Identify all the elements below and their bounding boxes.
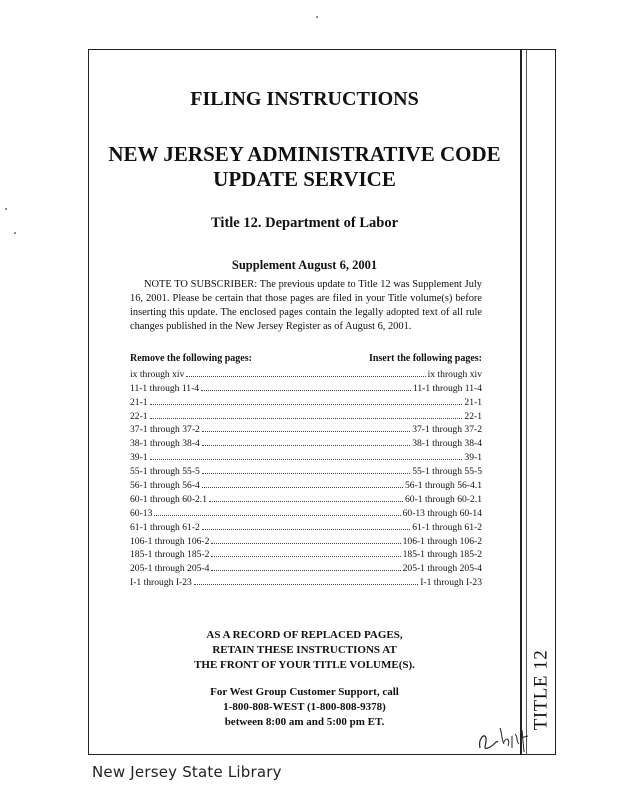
insert-header: Insert the following pages: <box>368 353 482 364</box>
remove-pages-cell: I-1 through I-23 <box>130 577 192 589</box>
table-row <box>130 366 482 380</box>
remove-pages-cell: 11-1 through 11-4 <box>130 382 200 394</box>
insert-pages-cell: 185-1 through 185-2 <box>402 549 482 561</box>
code-title-line1: NEW JERSEY ADMINISTRATIVE CODE <box>108 142 501 166</box>
filing-instructions-title: FILING INSTRUCTIONS <box>190 88 419 110</box>
leader-dots <box>201 381 411 391</box>
leader-dots <box>211 534 400 544</box>
leader-dots <box>202 520 410 530</box>
title-tab-label: TITLE 12 <box>530 649 552 731</box>
insert-pages-cell: 55-1 through 55-5 <box>412 466 482 478</box>
table-row <box>130 408 482 422</box>
leader-dots <box>202 422 410 432</box>
remove-pages-cell: 37-1 through 37-2 <box>130 424 200 436</box>
table-row <box>130 491 482 505</box>
insert-pages-cell: 205-1 through 205-4 <box>402 563 482 575</box>
leader-dots <box>154 506 400 516</box>
leader-dots <box>209 492 403 502</box>
insert-pages-cell: 37-1 through 37-2 <box>412 424 482 436</box>
pages-table <box>130 353 482 588</box>
remove-pages-cell: 22-1 <box>130 410 148 422</box>
table-row <box>130 394 482 408</box>
table-row <box>130 505 482 519</box>
retain-line3: THE FRONT OF YOUR TITLE VOLUME(S). <box>194 659 415 671</box>
leader-dots <box>186 367 425 377</box>
insert-pages-cell: 21-1 <box>464 396 482 408</box>
scan-speck <box>316 16 318 18</box>
retain-notice <box>88 628 521 673</box>
leader-dots <box>150 409 463 419</box>
table-row <box>130 380 482 394</box>
remove-pages-cell: 38-1 through 38-4 <box>130 438 200 450</box>
insert-pages-cell: 38-1 through 38-4 <box>412 438 482 450</box>
code-title-line2: UPDATE SERVICE <box>213 167 396 191</box>
remove-pages-cell: 55-1 through 55-5 <box>130 466 200 478</box>
remove-pages-cell: 185-1 through 185-2 <box>130 549 210 561</box>
leader-dots <box>194 575 418 585</box>
handwritten-initials <box>474 718 534 758</box>
remove-pages-cell: ix through xiv <box>130 368 185 380</box>
scan-speck <box>5 208 7 210</box>
library-stamp: New Jersey State Library <box>92 763 282 781</box>
insert-pages-cell: ix through xiv <box>427 368 482 380</box>
leader-dots <box>150 450 463 460</box>
pages-table-body <box>130 366 482 588</box>
insert-pages-cell: 60-13 through 60-14 <box>402 507 482 519</box>
table-row <box>130 463 482 477</box>
insert-pages-cell: I-1 through I-23 <box>420 577 482 589</box>
remove-pages-cell: 39-1 <box>130 452 148 464</box>
remove-pages-cell: 60-1 through 60-2.1 <box>130 493 208 505</box>
support-phone: 1-800-808-WEST (1-800-808-9378) <box>223 701 386 713</box>
insert-pages-cell: 61-1 through 61-2 <box>412 521 482 533</box>
remove-pages-cell: 60-13 <box>130 507 153 519</box>
table-row <box>130 449 482 463</box>
table-row <box>130 519 482 533</box>
leader-dots <box>202 464 410 474</box>
remove-pages-cell: 56-1 through 56-4 <box>130 480 200 492</box>
table-row <box>130 435 482 449</box>
leader-dots <box>202 436 410 446</box>
table-row <box>130 477 482 491</box>
leader-dots <box>211 561 400 571</box>
insert-pages-cell: 22-1 <box>464 410 482 422</box>
remove-pages-cell: 205-1 through 205-4 <box>130 563 210 575</box>
remove-pages-cell: 61-1 through 61-2 <box>130 521 200 533</box>
retain-line2: RETAIN THESE INSTRUCTIONS AT <box>212 644 397 656</box>
remove-header: Remove the following pages: <box>130 353 252 364</box>
leader-dots <box>202 478 403 488</box>
table-row <box>130 422 482 436</box>
remove-pages-cell: 21-1 <box>130 396 148 408</box>
insert-pages-cell: 60-1 through 60-2.1 <box>404 493 482 505</box>
scan-speck <box>14 232 16 234</box>
supplement-date: Supplement August 6, 2001 <box>231 258 378 272</box>
insert-pages-cell: 39-1 <box>464 452 482 464</box>
leader-dots <box>150 395 463 405</box>
pages-table-header <box>130 353 482 366</box>
insert-pages-cell: 106-1 through 106-2 <box>402 535 482 547</box>
insert-pages-cell: 56-1 through 56-4.1 <box>404 480 482 492</box>
table-row <box>130 547 482 561</box>
table-row <box>130 533 482 547</box>
table-row <box>130 560 482 574</box>
support-hours: between 8:00 am and 5:00 pm ET. <box>224 716 385 728</box>
note-to-subscriber: NOTE TO SUBSCRIBER: The previous update to Title 12 was Supplement July 16, 2001. Please be certain that those pages are filed in your Title volume(s) before inserting this update. The enclosed pages contain the legally adopted text of all rule changes published in the New Jersey Register as of August 6, 2001. <box>130 279 482 332</box>
customer-support <box>88 685 521 730</box>
table-row <box>130 574 482 588</box>
insert-pages-cell: 11-1 through 11-4 <box>412 382 482 394</box>
retain-line1: AS A RECORD OF REPLACED PAGES, <box>206 629 403 641</box>
leader-dots <box>211 547 400 557</box>
support-line1: For West Group Customer Support, call <box>210 686 399 698</box>
title-department: Title 12. Department of Labor <box>211 215 398 231</box>
remove-pages-cell: 106-1 through 106-2 <box>130 535 210 547</box>
